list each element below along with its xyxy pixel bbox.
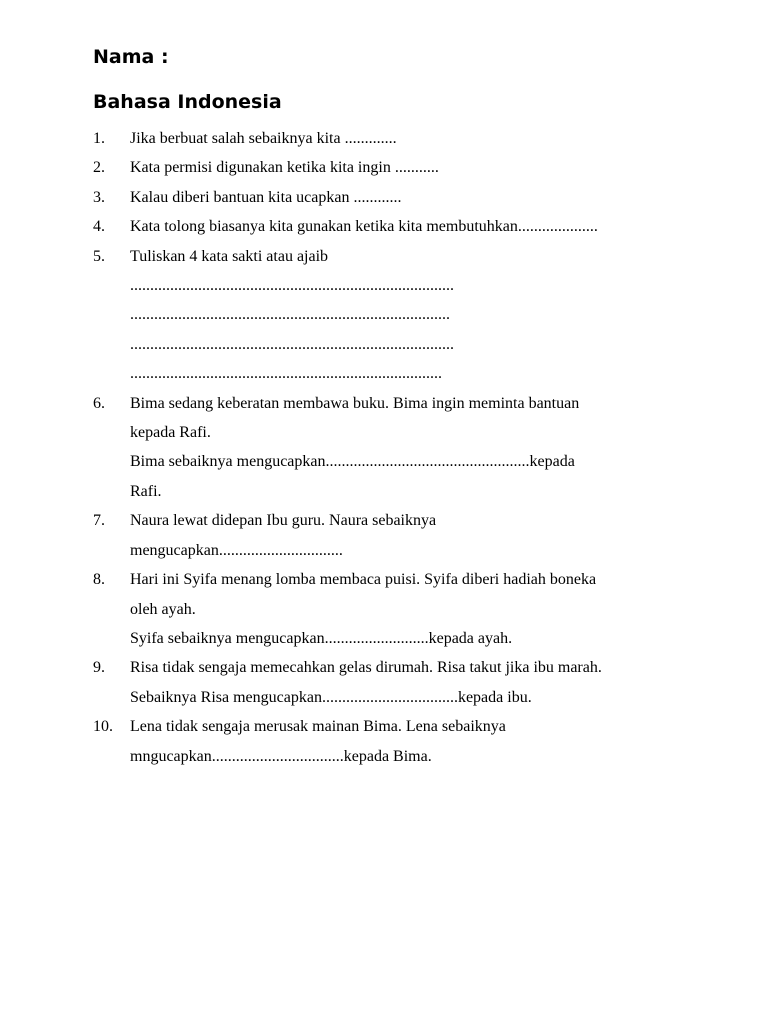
question-item — [93, 242, 693, 389]
question-text: Lena tidak sengaja merusak mainan Bima. Lena sebaiknya — [130, 718, 506, 736]
question-item — [93, 712, 693, 771]
question-text: Tuliskan 4 kata sakti atau ajaib — [130, 247, 329, 265]
question-item — [93, 506, 693, 565]
question-text: Jika berbuat salah sebaiknya kita ............. — [130, 130, 397, 147]
question-body — [130, 183, 693, 212]
question-text: Rafi. — [130, 482, 162, 500]
question-body — [130, 653, 693, 712]
question-text: Naura lewat didepan Ibu guru. Naura sebaiknya — [130, 512, 437, 530]
question-text: Bima sebaiknya mengucapkan...................................................kepada — [130, 453, 575, 471]
question-number: 7. — [93, 512, 105, 530]
question-body — [130, 212, 693, 241]
question-text: Risa tidak sengaja memecahkan gelas dirumah. Risa takut jika ibu marah. — [130, 659, 602, 677]
answer-blank-line: ................................................................................ — [130, 306, 450, 324]
question-body — [130, 124, 693, 153]
question-number: 6. — [93, 394, 105, 412]
question-item — [93, 653, 693, 712]
question-text: oleh ayah. — [130, 600, 196, 618]
subject-title: Bahasa Indonesia — [93, 91, 282, 113]
question-number: 9. — [93, 659, 105, 677]
question-body — [130, 153, 693, 182]
name-label: Nama : — [93, 46, 169, 68]
question-text: Kalau diberi bantuan kita ucapkan ............ — [130, 188, 402, 206]
question-text: Sebaiknya Risa mengucapkan..................................kepada ibu. — [130, 688, 532, 706]
question-text: Bima sedang keberatan membawa buku. Bima ingin meminta bantuan — [130, 394, 580, 412]
question-body — [130, 242, 693, 389]
question-item — [93, 153, 693, 182]
question-body — [130, 712, 693, 771]
question-number: 10. — [93, 718, 113, 736]
question-body — [130, 506, 693, 565]
answer-blank-line: .............................................................................. — [130, 365, 442, 383]
question-item — [93, 124, 693, 153]
answer-blank-line: ................................................................................. — [130, 335, 454, 353]
question-text: mngucapkan.................................kepada Bima. — [130, 747, 432, 765]
question-item — [93, 565, 693, 653]
question-text: Hari ini Syifa menang lomba membaca puisi. Syifa diberi hadiah boneka — [130, 571, 597, 589]
question-number: 1. — [93, 130, 105, 147]
question-number: 5. — [93, 247, 105, 265]
question-number: 4. — [93, 218, 105, 236]
question-item — [93, 212, 693, 241]
question-text: mengucapkan............................... — [130, 541, 343, 559]
answer-blank-line: ................................................................................. — [130, 277, 454, 295]
question-body — [130, 389, 693, 507]
question-text: kepada Rafi. — [130, 424, 211, 442]
question-number: 3. — [93, 188, 105, 206]
question-number: 2. — [93, 159, 105, 177]
question-text: Syifa sebaiknya mengucapkan..........................kepada ayah. — [130, 629, 513, 647]
question-number: 8. — [93, 571, 105, 589]
question-item — [93, 183, 693, 212]
question-list — [93, 124, 693, 771]
question-body — [130, 565, 693, 653]
question-item — [93, 389, 693, 507]
question-text: Kata permisi digunakan ketika kita ingin ........... — [130, 159, 439, 177]
question-text: Kata tolong biasanya kita gunakan ketika kita membutuhkan.................... — [130, 218, 598, 236]
